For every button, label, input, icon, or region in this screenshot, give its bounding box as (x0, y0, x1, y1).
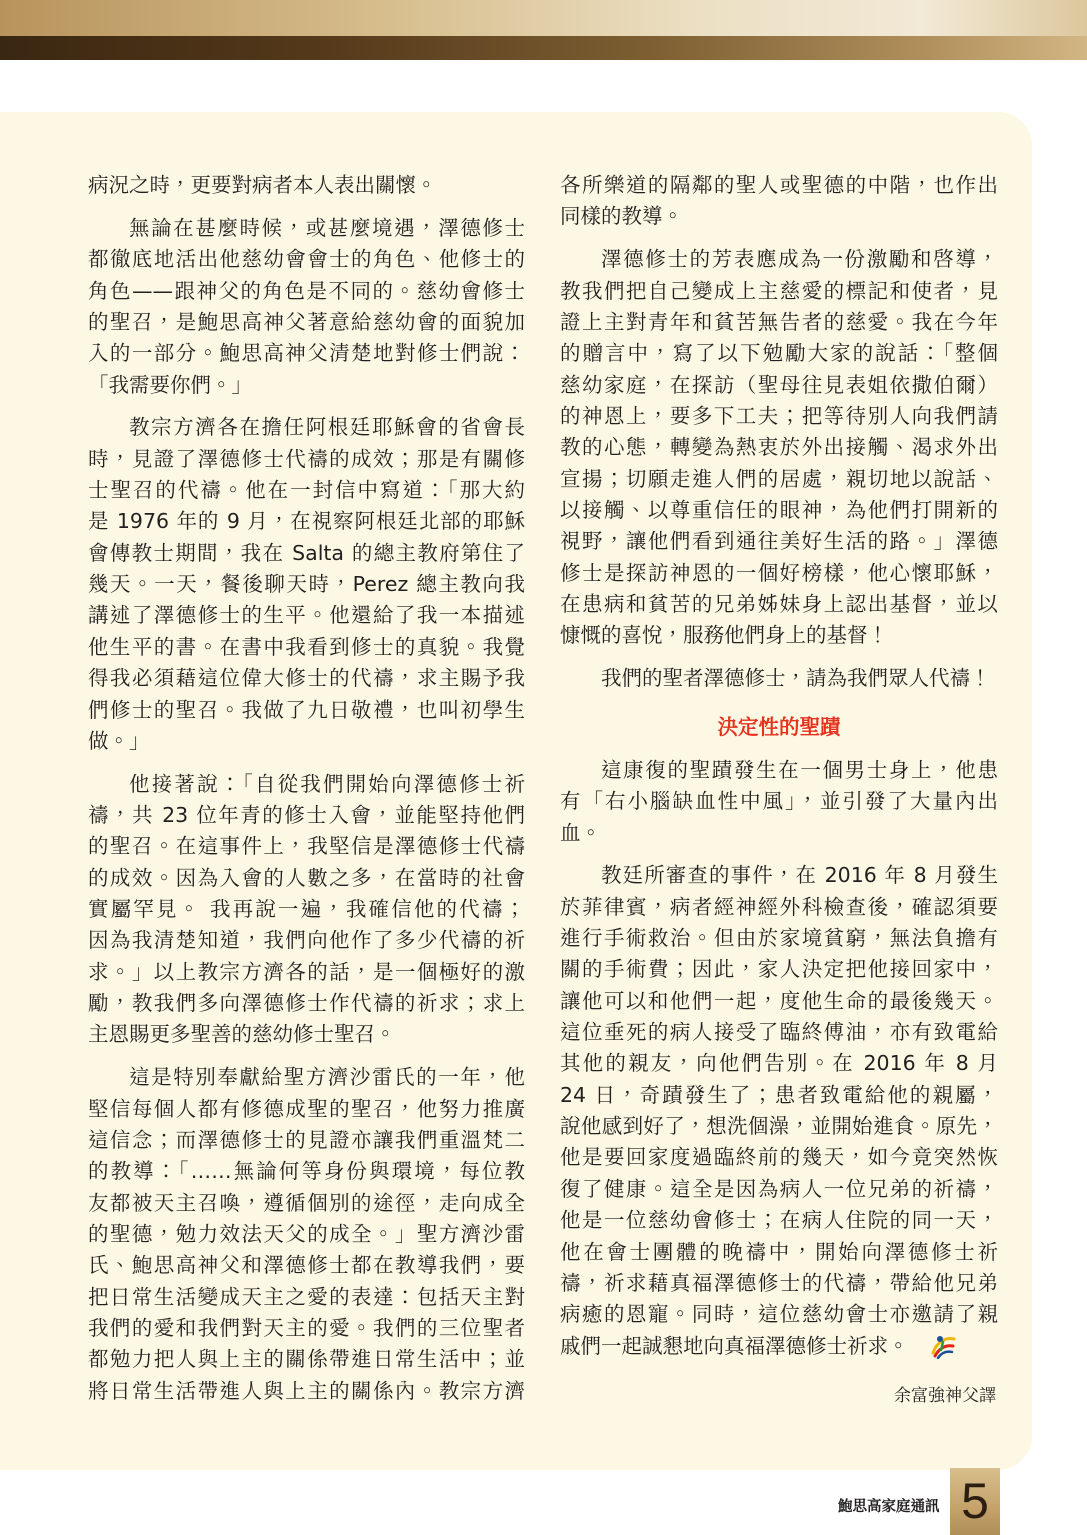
text-line: 他接著說：「自從我們開始向澤德修士祈 (129, 771, 525, 796)
text-line: 他是一位慈幼會修士；在病人住院的同一天， (560, 1208, 998, 1233)
text-line: 這信念；而澤德修士的見證亦讓我們重溫梵二 (88, 1127, 525, 1152)
paragraph (88, 1062, 525, 1407)
text-line: 進行手術救治。但由於家境貧窮，無法負擔有 (560, 926, 998, 951)
text-line: 讓他可以和他們一起，度他生命的最後幾天。 (560, 988, 998, 1013)
text-line: 得我必須藉這位偉大修士的代禱，求主賜予我 (88, 666, 525, 691)
text-line: 都勉力把人與上主的關係帶進日常生活中；並 (88, 1347, 525, 1372)
text-line: 實屬罕見。 我再說一遍，我確信他的代禱； (88, 897, 525, 922)
text-line: 視野，讓他們看到通往美好生活的路。」澤德 (560, 529, 998, 554)
text-line: 無論在甚麼時候，或甚麼境遇，澤德修士 (129, 215, 525, 240)
text-line: 士聖召的代禱。他在一封信中寫道：「那大約 (88, 478, 525, 503)
paragraph (88, 412, 525, 757)
text-line: 關的手術費；因此，家人決定把他接回家中， (560, 957, 998, 982)
paragraph (560, 170, 998, 233)
text-line: 澤德修士的芳表應成為一份激勵和啓導， (601, 247, 998, 272)
text-line: 的教導：「……無論何等身份與環境，每位教 (88, 1159, 525, 1184)
text-line: 講述了澤德修士的生平。他還給了我一本描述 (88, 603, 525, 628)
publication-title: 鮑思高家庭通訊 (838, 1499, 940, 1515)
text-line: 的成效。因為入會的人數之多，在當時的社會 (88, 865, 525, 890)
text-line: 禱，共 23 位年青的修士入會，並能堅持他們 (88, 803, 525, 828)
salesian-logo-icon (929, 1333, 957, 1359)
text-line: 在患病和貧苦的兄弟姊妹身上認出基督，並以 (560, 591, 998, 616)
text-line: 24 日，奇蹟發生了；患者致電給他的親屬， (560, 1082, 998, 1107)
text-line: 禱，祈求藉真福澤德修士的代禱，帶給他兄弟 (560, 1270, 998, 1295)
text-line: 入的一部分。鮑思高神父清楚地對修士們說： (88, 341, 525, 366)
paragraph (88, 213, 525, 401)
text-line: 我們的聖者澤德修士，請為我們眾人代禱！ (601, 666, 991, 691)
text-line: 把日常生活變成天主之愛的表達：包括天主對 (88, 1284, 525, 1309)
text-line: 同樣的教導。 (560, 204, 683, 229)
text-line: 的贈言中，寫了以下勉勵大家的說話：「整個 (560, 341, 998, 366)
page-number: 5 (961, 1473, 989, 1529)
section-heading: 決定性的聖蹟 (717, 715, 841, 739)
paragraph (560, 663, 998, 694)
translator-credit: 余富強神父譯 (894, 1386, 996, 1407)
text-line: 們修士的聖召。我做了九日敬禮，也叫初學生 (88, 697, 525, 722)
text-line: 求。」以上教宗方濟各的話，是一個極好的激 (88, 959, 525, 984)
text-line: 將日常生活帶進人與上主的關係內。教宗方濟 (88, 1378, 525, 1403)
text-line: 病況之時，更要對病者本人表出關懷。 (88, 173, 437, 197)
text-line: 會傳教士期間，我在 Salta 的總主教府第住了 (88, 540, 525, 565)
text-line: 他在會士團體的晚禱中，開始向澤德修士祈 (560, 1239, 998, 1264)
paragraph (560, 755, 998, 849)
text-line: 幾天。一天，餐後聊天時，Perez 總主教向我 (88, 572, 525, 597)
text-line: 於菲律賓，病者經神經外科檢查後，確認須要 (560, 894, 998, 919)
text-line: 角色——跟神父的角色是不同的。慈幼會修士 (88, 278, 525, 303)
text-line: 時，見證了澤德修士代禱的成效；那是有關修 (88, 446, 525, 471)
text-line: 其他的親友，向他們告別。在 2016 年 8 月 (560, 1051, 998, 1076)
text-line: 是 1976 年的 9 月，在視察阿根廷北部的耶穌 (88, 509, 525, 534)
right-column (560, 170, 998, 1413)
text-line: 教的心態，轉變為熱衷於外出接觸、渴求外出 (560, 435, 998, 460)
text-line: 有「右小腦缺血性中風」，並引發了大量內出 (560, 789, 998, 814)
text-line: 的聖召，是鮑思高神父著意給慈幼會的面貌加 (88, 309, 525, 334)
text-line: 他生平的書。在書中我看到修士的真貌。我覺 (88, 634, 525, 659)
text-line: 教宗方濟各在擔任阿根廷耶穌會的省會長 (129, 415, 525, 440)
text-line: 血。 (560, 820, 601, 845)
text-line: 教我們把自己變成上主慈愛的標記和使者，見 (560, 278, 998, 303)
text-line: 各所樂道的隔鄰的聖人或聖德的中階，也作出 (560, 173, 998, 197)
text-line: 做。」 (88, 728, 150, 753)
left-column (88, 170, 525, 1407)
text-line: 的聖德，勉力效法天父的成全。」聖方濟沙雷 (88, 1222, 525, 1246)
text-line: 他是要回家度過臨終前的幾天，如今竟突然恢 (560, 1145, 998, 1170)
text-line: 這是特別奉獻給聖方濟沙雷氏的一年，他 (129, 1065, 525, 1090)
text-line: 友都被天主召喚，遵循個別的途徑，走向成全 (88, 1190, 525, 1215)
text-line: 氏、鮑思高神父和澤德修士都在教導我們，要 (88, 1253, 525, 1278)
text-line: 慈幼家庭，在探訪（聖母往見表姐依撒伯爾） (560, 372, 998, 397)
text-line: 宣揚；切願走進人們的居處，親切地以說話、 (560, 466, 998, 491)
text-line: 教廷所審查的事件，在 2016 年 8 月發生 (601, 863, 998, 888)
text-line: 「我需要你們。」 (88, 372, 252, 397)
text-line: 我們的愛和我們對天主的愛。我們的三位聖者 (88, 1316, 525, 1341)
text-line: 以接觸、以尊重信任的眼神，為他們打開新的 (560, 497, 998, 522)
page-number-box (950, 1468, 1000, 1535)
paragraph (560, 860, 998, 1362)
text-line: 這位垂死的病人接受了臨終傅油，亦有致電給 (560, 1020, 998, 1045)
text-line-with-end-mark (560, 1331, 998, 1362)
text-line: 戚們一起誠懇地向真福澤德修士祈求。 (560, 1333, 909, 1358)
text-line: 主恩賜更多聖善的慈幼修士聖召。 (88, 1022, 396, 1047)
header-band (0, 36, 1087, 60)
header-bar (0, 0, 1087, 36)
text-line: 修士是探訪神恩的一個好榜樣，他心懷耶穌， (560, 560, 998, 585)
text-line: 慷慨的喜悅，服務他們身上的基督！ (560, 623, 888, 648)
text-line: 說他感到好了，想洗個澡，並開始進食。原先， (560, 1114, 998, 1139)
paragraph (560, 244, 998, 651)
text-line: 堅信每個人都有修德成聖的聖召，他努力推廣 (88, 1096, 525, 1121)
text-line: 的神恩上，要多下工夫；把等待別人向我們請 (560, 403, 998, 428)
text-line: 因為我清楚知道，我們向他作了多少代禱的祈 (88, 928, 525, 953)
paragraph (88, 769, 525, 1051)
text-line: 都徹底地活出他慈幼會會士的角色、他修士的 (88, 247, 525, 272)
text-line: 病癒的恩寵。同時，這位慈幼會士亦邀請了親 (560, 1302, 998, 1327)
text-line: 的聖召。在這事件上，我堅信是澤德修士代禱 (88, 834, 525, 859)
paragraph (88, 170, 525, 201)
text-line: 這康復的聖蹟發生在一個男士身上，他患 (601, 757, 998, 782)
text-line: 證上主對青年和貧苦無告者的慈愛。我在今年 (560, 309, 998, 334)
text-line: 復了健康。這全是因為病人一位兄弟的祈禱， (560, 1176, 998, 1201)
text-line: 勵，教我們多向澤德修士作代禱的祈求；求上 (88, 991, 525, 1016)
